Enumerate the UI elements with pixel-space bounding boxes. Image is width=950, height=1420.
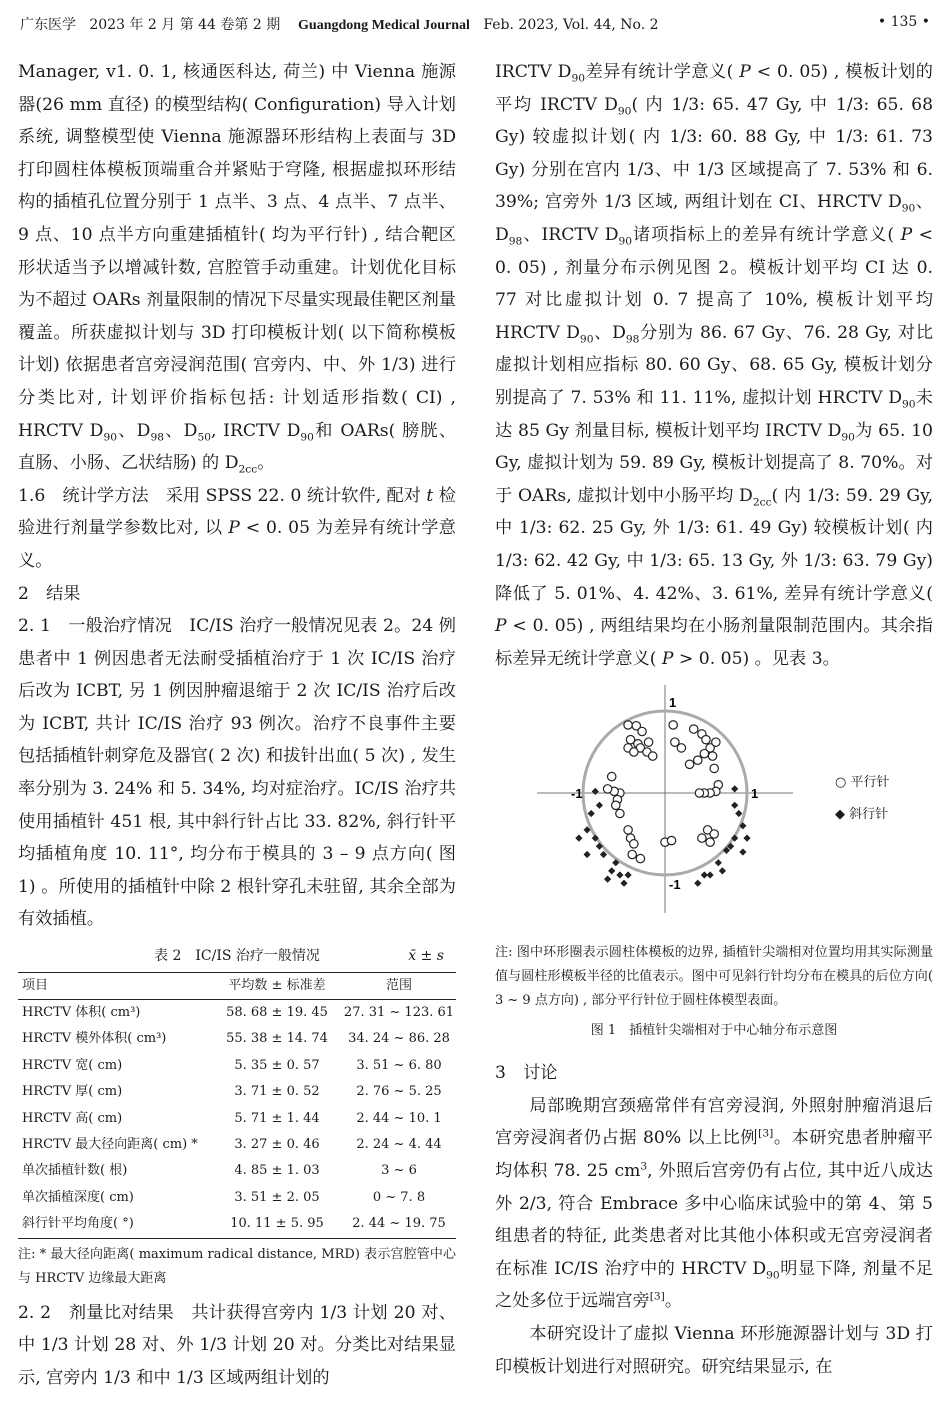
oblique-needle-point — [625, 872, 632, 879]
section-2-2: 2. 2 剂量比对结果 共计获得宫旁内 1/3 计划 20 对、中 1/3 计划 28 对、外 1/3 计划 20 对。分类比对结果显示, 宫旁内 1/3 和中 1/3 区域两组计划的 — [18, 1302, 456, 1388]
oblique-needle-point — [596, 802, 603, 809]
table-row — [18, 1106, 456, 1132]
table-cell: 3. 51 ± 2. 05 — [234, 1189, 320, 1205]
left-column — [18, 56, 456, 1394]
axis-label-bottom: -1 — [669, 877, 681, 893]
legend — [835, 767, 890, 831]
para-methods-cont: Manager, v1. 0. 1, 核通医科达, 荷兰) 中 Vienna 施源器(26 mm 直径) 的模型结构( Configuration) 导入计划系统, 调整模型使 Vienna 施源器环形结构上表面与 3D 打印圆柱体模板顶端重合并紧贴于穹隆, 根据虚拟环形结构的插植孔位置分别于 1 点半、3 点、4 点半、7 点半、9 点、10 点半方向重建插植针( 均为平行针) , 结合靶区形状适当予以增减针数, 宫腔管手动重建。计划优化目标为不超过 OARs 剂量限制的情况下尽量实现最佳靶区剂量覆盖。所获虚拟计划与 3D 打印模板计划( 以下简称模板计划) 依据患者宫旁浸润范围( 宫旁内、中、外 1/3) 进行分类比对, 计划评价指标包括: 计划适形指数( CI) , HRCTV $D_{90}$、$D_{98}$、$D_{50}$, IRCTV $D_{90}$和 OARs( 膀胱、直肠、小肠、乙状结肠) 的 $D_{2cc}$。 — [18, 62, 457, 476]
parallel-needle-point — [667, 837, 675, 845]
table-header: 范围 — [342, 973, 456, 1000]
table-note: 注: * 最大径向距离( maximum radical distance, MRD) 表示宫腔管中心与 HRCTV 边缘最大距离 — [18, 1246, 456, 1286]
oblique-needle-point — [701, 872, 708, 879]
table-row — [18, 1132, 456, 1158]
oblique-needle-point — [715, 859, 722, 866]
parallel-needle-point — [638, 728, 646, 736]
table-cell: 5. 35 ± 0. 57 — [234, 1057, 320, 1073]
parallel-needle-point — [608, 773, 616, 781]
table-cell: 4. 85 ± 1. 03 — [234, 1163, 320, 1179]
parallel-needle-point — [636, 855, 644, 863]
discussion-para-2: 本研究设计了虚拟 Vienna 环形施源器计划与 3D 打印模板计划进行对照研究。研究结果显示, 在 — [495, 1324, 933, 1377]
parallel-needle-point — [644, 738, 652, 746]
header-left — [20, 14, 659, 34]
journal-en: Guangdong Medical Journal — [298, 18, 470, 33]
oblique-needle-point — [608, 868, 615, 875]
table-cell: 34. 24 ~ 86. 28 — [348, 1031, 450, 1047]
table-cell: HRCTV 高( cm) — [22, 1110, 123, 1126]
parallel-needle-point — [702, 736, 710, 744]
table-cell: 10. 11 ± 5. 95 — [212, 1211, 342, 1238]
oblique-needle-point — [731, 786, 738, 793]
table-row — [18, 1211, 456, 1238]
parallel-needle-point — [690, 725, 698, 733]
section-2-1: 2. 1 一般治疗情况 IC/IS 治疗一般情况见表 2。24 例患者中 1 例因患者无法耐受插植治疗于 1 次 IC/IS 治疗后改为 ICBT, 另 1 例因肿瘤退缩于 2 次 IC/IS 治疗后改为 ICBT, 共计 IC/IS 治疗 93 例次。治疗不良事件主要包括插植针刺穿危及器官( 2 次) 和拔针出血( 5 次) , 发生率分别为 3. 24% 和 5. 34%, 均对症治疗。IC/IS 治疗共使用插植针 451 根, 其中斜行针占比 33. 82%, 斜行针平均插植角度 10. 11°, 均分布于模具的 3 – 9 点方向( 图 1) 。所使用的插植针中除 2 根针穿孔未驻留, 其余全部为有效插植。 — [18, 616, 456, 930]
table-cell: 2. 44 ~ 10. 1 — [356, 1110, 442, 1126]
table-cell: 2. 24 ~ 4. 44 — [356, 1137, 442, 1153]
legend-item-parallel: ○ 平行针 — [835, 775, 890, 791]
parallel-needle-point — [685, 760, 693, 768]
oblique-needle-point — [592, 788, 599, 795]
parallel-needle-point — [630, 748, 638, 756]
parallel-needle-point — [616, 810, 624, 818]
table-cell: HRCTV 体积( cm³) — [22, 1005, 141, 1021]
parallel-needle-point — [708, 752, 716, 760]
parallel-needle-point — [698, 834, 706, 842]
oblique-needle-point — [604, 876, 611, 883]
parallel-needle-point — [677, 744, 685, 752]
issue-cn: 2023 年 2 月 第 44 卷第 2 期 — [89, 17, 281, 33]
parallel-needle-point — [649, 752, 657, 760]
discussion-para-1: 局部晚期宫颈癌常伴有宫旁浸润, 外照射肿瘤消退后宫旁浸润者仍占据 80% 以上比例[3]。本研究患者肿瘤平均体积 78. 25 $cm^3$, 外照后宫旁仍有占位, 其中近八成达外 2/3, 符合 Embrace 多中心临床试验中的第 4、第 5 组患者的特征, 此类患者对比其他小体积或无宫旁浸润者在标准 IC/IS 治疗中的 HRCTV $D_{90}$明显下降, 剂量不足之处多位于远端宫旁[3]。 — [495, 1095, 933, 1312]
parallel-needle-point — [706, 838, 714, 846]
table-header: 平均数 ± 标准差 — [212, 973, 342, 1000]
table-cell: HRCTV 最大径向距离( cm) * — [22, 1137, 198, 1153]
table-cell: 3 ~ 6 — [381, 1163, 417, 1179]
oblique-needle-point — [719, 868, 726, 875]
ref-3: [3] — [758, 1126, 774, 1140]
table-row — [18, 1026, 456, 1052]
parallel-needle-point — [710, 764, 718, 772]
ref-3: [3] — [649, 1289, 665, 1303]
table-cell: 58. 68 ± 19. 45 — [226, 1005, 328, 1021]
table-cell: 3. 27 ± 0. 46 — [234, 1137, 320, 1153]
oblique-needle-point — [731, 802, 738, 809]
table-row — [18, 1185, 456, 1211]
parallel-needle-point — [700, 750, 708, 758]
figure-1 — [495, 681, 933, 941]
table-row — [18, 1000, 456, 1027]
circle-marker-icon: ○ — [835, 775, 847, 791]
table-cell: 2. 44 ~ 19. 75 — [342, 1211, 456, 1238]
oblique-needle-point — [694, 880, 701, 887]
section-3-heading: 3 讨论 — [495, 1063, 558, 1084]
oblique-needle-point — [620, 880, 627, 887]
table-cell: 单次插植针数( 根) — [22, 1163, 128, 1179]
table-stat-label: x̄ ± s — [408, 948, 444, 965]
right-column — [495, 56, 933, 1383]
parallel-needle-point — [695, 789, 703, 797]
parallel-needle-point — [624, 721, 632, 729]
table-cell: HRCTV 模外体积( cm³) — [22, 1031, 167, 1047]
table-cell: 5. 71 ± 1. 44 — [234, 1110, 320, 1126]
page-number: • 135 • — [877, 14, 930, 30]
table-cell: 3. 51 ~ 6. 80 — [356, 1057, 442, 1073]
table-cell: 27. 31 ~ 123. 61 — [343, 1005, 455, 1021]
running-header — [20, 14, 930, 40]
table-header-row — [18, 973, 456, 1000]
axis-label-right: 1 — [751, 786, 759, 802]
para-dose-results: IRCTV $D_{90}$差异有统计学意义( P < 0. 05) , 模板计划的平均 IRCTV $D_{90}$( 内 1/3: 65. 47 Gy, 中 1/3: 65. 68 Gy) 较虚拟计划( 内 1/3: 60. 88 Gy, 中 1/3: 61. 73 Gy) 分别在宫内 1/3、中 1/3 区域提高了 7. 53% 和 6. 39%; 宫旁外 1/3 区域, 两组计划在 CI、HRCTV $D_{90}$、$D_{98}$、IRCTV $D_{90}$诸项指标上的差异有统计学意义( P < 0. 05) , 剂量分布示例见图 2。模板计划平均 CI 达 0. 77 对比虚拟计划 0. 7 提高了 10%, 模板计划平均 HRCTV $D_{90}$、$D_{98}$分别为 86. 67 Gy、76. 28 Gy, 对比虚拟计划相应指标 80. 60 Gy、68. 65 Gy, 模板计划分别提高了 7. 53% 和 11. 11%, 虚拟计划 HRCTV $D_{90}$未达 85 Gy 剂量目标, 模板计划平均 IRCTV $D_{90}$为 65. 10 Gy, 虚拟计划为 59. 89 Gy, 模板计划提高了 8. 70%。对于 OARs, 虚拟计划中小肠平均 $D_{2cc}$( 内 1/3: 59. 29 Gy, 中 1/3: 62. 25 Gy, 外 1/3: 61. 49 Gy) 较模板计划( 内 1/3: 62. 42 Gy, 中 1/3: 65. 13 Gy, 外 1/3: 63. 79 Gy) 降低了 5. 01%、4. 42%、3. 61%, 差异有统计学意义( P < 0. 05) , 两组结果均在小肠剂量限制范围内。其余指标差异无统计学意义( P > 0. 05) 。见表 3。 — [495, 62, 934, 669]
table-cell: 3. 71 ± 0. 52 — [234, 1084, 320, 1100]
table-cell: HRCTV 宽( cm) — [22, 1057, 123, 1073]
table-cell: 2. 76 ~ 5. 25 — [356, 1084, 442, 1100]
parallel-needle-point — [624, 826, 632, 834]
table-cell: 55. 38 ± 14. 74 — [226, 1031, 328, 1047]
legend-item-oblique: ◆ 斜行针 — [835, 807, 889, 823]
figure-caption: 图 1 插植针尖端相对于中心轴分布示意图 — [590, 1023, 838, 1039]
axis-label-top: 1 — [669, 695, 677, 711]
parallel-needle-point — [628, 851, 636, 859]
section-2-heading: 2 结果 — [18, 583, 81, 604]
table-cell: 0 ~ 7. 8 — [372, 1189, 426, 1205]
oblique-needle-point — [575, 835, 582, 842]
parallel-needle-point — [712, 738, 720, 746]
oblique-needle-point — [739, 849, 746, 856]
oblique-needle-point — [588, 810, 595, 817]
table-2-title: 表 2 IC/IS 治疗一般情况 x̄ ± s — [154, 948, 444, 965]
oblique-needle-point — [735, 810, 742, 817]
table-row — [18, 1158, 456, 1184]
table-cell: 斜行针平均角度( °) — [18, 1211, 212, 1238]
section-1-6: 1.6 统计学方法 采用 SPSS 22. 0 统计软件, 配对 t 检验进行剂量学参数比对, 以 P < 0. 05 为差异有统计学意义。 — [18, 485, 456, 571]
figure-note: 注: 图中环形圈表示圆柱体模板的边界, 插植针尖端相对位置均用其实际测量值与圆柱形模板半径的比值表示。图中可见斜行针均分布在模具的后位方向( 3 ~ 9 点方向) , 部分平行针位于圆柱体模型表面。 — [495, 945, 933, 1009]
table-cell: HRCTV 厚( cm) — [22, 1084, 123, 1100]
issue-en: Feb. 2023, Vol. 44, No. 2 — [483, 17, 659, 33]
table-2 — [18, 972, 456, 1239]
table-row — [18, 1079, 456, 1105]
parallel-needle-point — [710, 830, 718, 838]
table-header: 项目 — [18, 973, 212, 1000]
oblique-needle-point — [584, 851, 591, 858]
parallel-needle-point — [669, 721, 677, 729]
parallel-needle-point — [603, 785, 611, 793]
parallel-needle-point — [694, 756, 702, 764]
oblique-needle-point — [743, 835, 750, 842]
scatter-plot — [505, 681, 825, 931]
parallel-needle-point — [612, 801, 620, 809]
table-cell: 单次插植深度( cm) — [22, 1189, 134, 1205]
parallel-needle-point — [630, 840, 638, 848]
oblique-needle-point — [616, 872, 623, 879]
diamond-marker-icon: ◆ — [835, 807, 845, 823]
table-row — [18, 1053, 456, 1079]
journal-cn: 广东医学 — [20, 17, 76, 33]
axis-label-left: -1 — [571, 786, 583, 802]
